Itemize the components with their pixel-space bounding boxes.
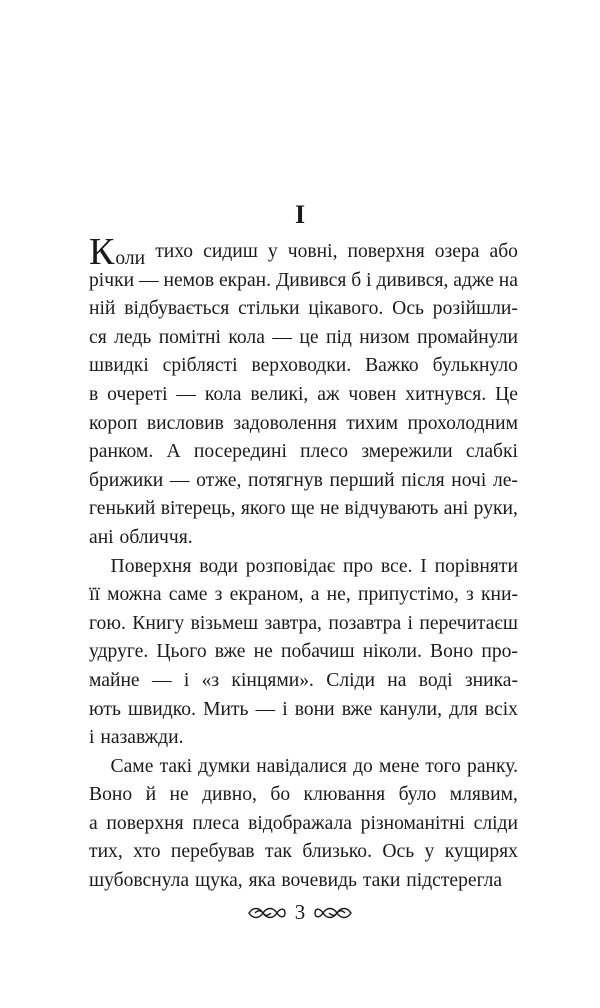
word: кола bbox=[228, 326, 265, 348]
word: удруге. bbox=[89, 641, 149, 663]
word: ранку. bbox=[467, 755, 518, 777]
word: у bbox=[424, 841, 435, 863]
word: Воно bbox=[89, 784, 133, 806]
word: ночі bbox=[451, 469, 487, 491]
word: бо bbox=[270, 784, 291, 806]
word: а bbox=[89, 812, 98, 834]
text-line bbox=[89, 495, 518, 524]
word: все. bbox=[380, 555, 413, 577]
word: навідалися bbox=[256, 755, 347, 777]
word: «з bbox=[201, 669, 220, 691]
word: помітні bbox=[158, 326, 221, 348]
word: її bbox=[89, 584, 100, 606]
word: швидкі bbox=[89, 355, 149, 377]
word: не, bbox=[326, 584, 351, 606]
word: Саме bbox=[110, 755, 154, 777]
word: Мить bbox=[203, 698, 249, 720]
word: порівняти bbox=[434, 555, 518, 577]
word: екран. bbox=[218, 269, 272, 291]
word: сліди bbox=[473, 812, 518, 834]
text-line bbox=[89, 231, 518, 273]
text-line bbox=[89, 667, 518, 696]
word: ся bbox=[89, 326, 107, 348]
word: підстерегла bbox=[406, 870, 503, 892]
word: дивно, bbox=[202, 784, 257, 806]
word: обличчя. bbox=[119, 526, 193, 548]
word: озера bbox=[434, 241, 480, 262]
word: очереті bbox=[107, 383, 168, 405]
word: екраном, bbox=[229, 584, 304, 606]
text-line bbox=[89, 324, 518, 353]
word: позавтра bbox=[328, 612, 402, 634]
word: потягнув bbox=[247, 469, 323, 491]
word: було bbox=[398, 784, 437, 806]
word: клювання bbox=[303, 784, 386, 806]
word: розійшли- bbox=[432, 298, 518, 320]
right-ornament-icon bbox=[313, 905, 353, 921]
text-line bbox=[89, 267, 518, 296]
word: задоволення bbox=[233, 412, 337, 434]
word: ранком. bbox=[89, 441, 154, 463]
word: з bbox=[466, 584, 474, 606]
word: гою. bbox=[89, 612, 126, 634]
word: до bbox=[353, 755, 373, 777]
word: млявим, bbox=[449, 784, 518, 806]
word: ані bbox=[443, 498, 469, 520]
word: візьмеш bbox=[190, 612, 259, 634]
word: А bbox=[166, 441, 181, 463]
word: оли bbox=[115, 248, 146, 269]
word: Ось bbox=[382, 841, 415, 863]
word: ледь bbox=[114, 326, 152, 348]
word: або bbox=[489, 241, 518, 262]
word: тих, bbox=[89, 841, 123, 863]
word: вже bbox=[341, 698, 373, 720]
word: аж bbox=[317, 383, 340, 405]
word: немов bbox=[163, 269, 215, 291]
text-line bbox=[89, 352, 518, 381]
word: змережили bbox=[361, 441, 453, 463]
word: — bbox=[176, 383, 197, 405]
text-line bbox=[89, 753, 518, 782]
word: булькнуло bbox=[432, 355, 518, 377]
word: адже bbox=[453, 269, 494, 291]
word: Ось bbox=[392, 298, 424, 320]
word: під bbox=[325, 326, 352, 348]
word: Цього bbox=[156, 641, 207, 663]
word: саме bbox=[168, 584, 208, 606]
word: слабкі bbox=[465, 441, 518, 463]
word: кола bbox=[204, 383, 242, 405]
word: це bbox=[299, 326, 319, 348]
word: з bbox=[214, 584, 223, 606]
word: різноманітні bbox=[360, 812, 465, 834]
word: для bbox=[449, 698, 478, 720]
word: висловив bbox=[146, 412, 224, 434]
word: стільки bbox=[238, 298, 300, 320]
word: хитнувся. bbox=[405, 383, 487, 405]
page-number: 3 bbox=[294, 900, 306, 924]
word: річки bbox=[89, 269, 135, 291]
word: сріблясті bbox=[162, 355, 238, 377]
word: брижики bbox=[89, 469, 164, 491]
word: промайнули bbox=[417, 326, 518, 348]
text-line bbox=[89, 867, 518, 896]
word: — bbox=[138, 269, 159, 291]
left-ornament-icon bbox=[247, 905, 287, 921]
word: і bbox=[183, 669, 190, 691]
word: швидко. bbox=[127, 698, 196, 720]
word: верховодки. bbox=[251, 355, 352, 377]
first-word bbox=[89, 231, 146, 273]
word: того bbox=[425, 755, 461, 777]
word: про bbox=[342, 555, 374, 577]
word: поверхня bbox=[347, 241, 425, 262]
word: відчувають bbox=[344, 498, 439, 520]
word: не bbox=[319, 498, 340, 520]
text-line bbox=[89, 610, 518, 639]
word: — bbox=[255, 698, 276, 720]
word: ані bbox=[89, 526, 114, 548]
word: вже bbox=[214, 641, 246, 663]
text-line bbox=[89, 838, 518, 867]
word: хто bbox=[133, 841, 161, 863]
word: щука, bbox=[195, 870, 243, 892]
text-line bbox=[89, 524, 518, 553]
word: розповідає bbox=[245, 555, 336, 577]
word: ній bbox=[89, 298, 116, 320]
word: таки bbox=[362, 870, 401, 892]
word: такі bbox=[159, 755, 193, 777]
word: мене bbox=[379, 755, 420, 777]
word: руки, bbox=[473, 498, 518, 520]
word: — bbox=[272, 326, 292, 348]
word: кни- bbox=[480, 584, 518, 606]
word: всіх bbox=[484, 698, 518, 720]
word: І bbox=[420, 555, 427, 577]
word: воді bbox=[418, 669, 453, 691]
text-line bbox=[89, 410, 518, 439]
text-line bbox=[89, 438, 518, 467]
word: отже, bbox=[196, 469, 242, 491]
word: кущирях bbox=[444, 841, 518, 863]
word: Це bbox=[495, 383, 518, 405]
word: й bbox=[145, 784, 157, 806]
word: яка bbox=[248, 870, 276, 892]
word: зника- bbox=[464, 669, 518, 691]
word: припустімо, bbox=[357, 584, 459, 606]
word: прохолодним bbox=[407, 412, 518, 434]
word: човні, bbox=[287, 241, 338, 262]
text-line bbox=[89, 696, 518, 725]
word: низом bbox=[359, 326, 410, 348]
word: і bbox=[282, 698, 288, 720]
word: перший bbox=[329, 469, 395, 491]
text-line bbox=[89, 381, 518, 410]
drop-cap-letter: К bbox=[89, 231, 115, 273]
word: думки bbox=[198, 755, 251, 777]
word: вочевидь bbox=[281, 870, 357, 892]
word: і bbox=[89, 727, 95, 749]
word: кінцями». bbox=[231, 669, 314, 691]
word: посередині bbox=[193, 441, 287, 463]
word: можна bbox=[107, 584, 162, 606]
word: короп bbox=[89, 412, 138, 434]
word: сидиш bbox=[203, 241, 258, 262]
word: і bbox=[366, 269, 372, 291]
word: відображала bbox=[248, 812, 352, 834]
word: а bbox=[310, 584, 320, 606]
word: — bbox=[151, 669, 172, 691]
word: плесо bbox=[300, 441, 349, 463]
word: якого bbox=[240, 498, 286, 520]
text-line bbox=[89, 295, 518, 324]
word: Книгу bbox=[132, 612, 185, 634]
word: в bbox=[89, 383, 99, 405]
word: так bbox=[264, 841, 292, 863]
word: — bbox=[169, 469, 190, 491]
word: ле- bbox=[492, 469, 518, 491]
word: ще bbox=[290, 498, 315, 520]
text-line bbox=[89, 638, 518, 667]
word: Сліди bbox=[326, 669, 375, 691]
word: ють bbox=[89, 698, 121, 720]
text-line bbox=[89, 810, 518, 839]
chapter-number: I bbox=[294, 200, 306, 229]
word: перебував bbox=[170, 841, 255, 863]
word: поверхня bbox=[106, 812, 184, 834]
text-line bbox=[89, 467, 518, 496]
word: канули, bbox=[379, 698, 442, 720]
page-footer bbox=[0, 900, 600, 925]
word: плеса bbox=[192, 812, 240, 834]
word: Поверхня bbox=[110, 555, 192, 577]
word: човен bbox=[348, 383, 397, 405]
word: генький bbox=[89, 498, 156, 520]
text-line bbox=[89, 724, 518, 753]
word: перечитаєш bbox=[419, 612, 518, 634]
word: відбувається bbox=[124, 298, 230, 320]
word: не bbox=[253, 641, 273, 663]
word: вони bbox=[294, 698, 335, 720]
word: дивився, bbox=[376, 269, 449, 291]
word: шубовснула bbox=[89, 870, 190, 892]
word: назавжди. bbox=[100, 727, 184, 749]
word: Дивився bbox=[275, 269, 347, 291]
text-line bbox=[89, 581, 518, 610]
word: цікавого. bbox=[308, 298, 384, 320]
text-line bbox=[89, 781, 518, 810]
word: і bbox=[407, 612, 413, 634]
word: майне bbox=[89, 669, 140, 691]
word: великі, bbox=[250, 383, 309, 405]
word: побачиш bbox=[280, 641, 355, 663]
word: Важко bbox=[365, 355, 419, 377]
word: вітерець, bbox=[160, 498, 236, 520]
word: води bbox=[199, 555, 239, 577]
word: не bbox=[169, 784, 189, 806]
word: тихо bbox=[155, 241, 194, 262]
word: завтра, bbox=[264, 612, 322, 634]
body-text bbox=[89, 231, 518, 896]
word: Воно bbox=[430, 641, 474, 663]
word: ніколи. bbox=[362, 641, 422, 663]
word: після bbox=[401, 469, 445, 491]
word: у bbox=[267, 241, 278, 262]
word: на bbox=[387, 669, 407, 691]
word: тихим bbox=[346, 412, 398, 434]
word: на bbox=[498, 269, 518, 291]
word: про- bbox=[481, 641, 518, 663]
text-line bbox=[89, 553, 518, 582]
word: близько. bbox=[302, 841, 372, 863]
word: б bbox=[351, 269, 362, 291]
